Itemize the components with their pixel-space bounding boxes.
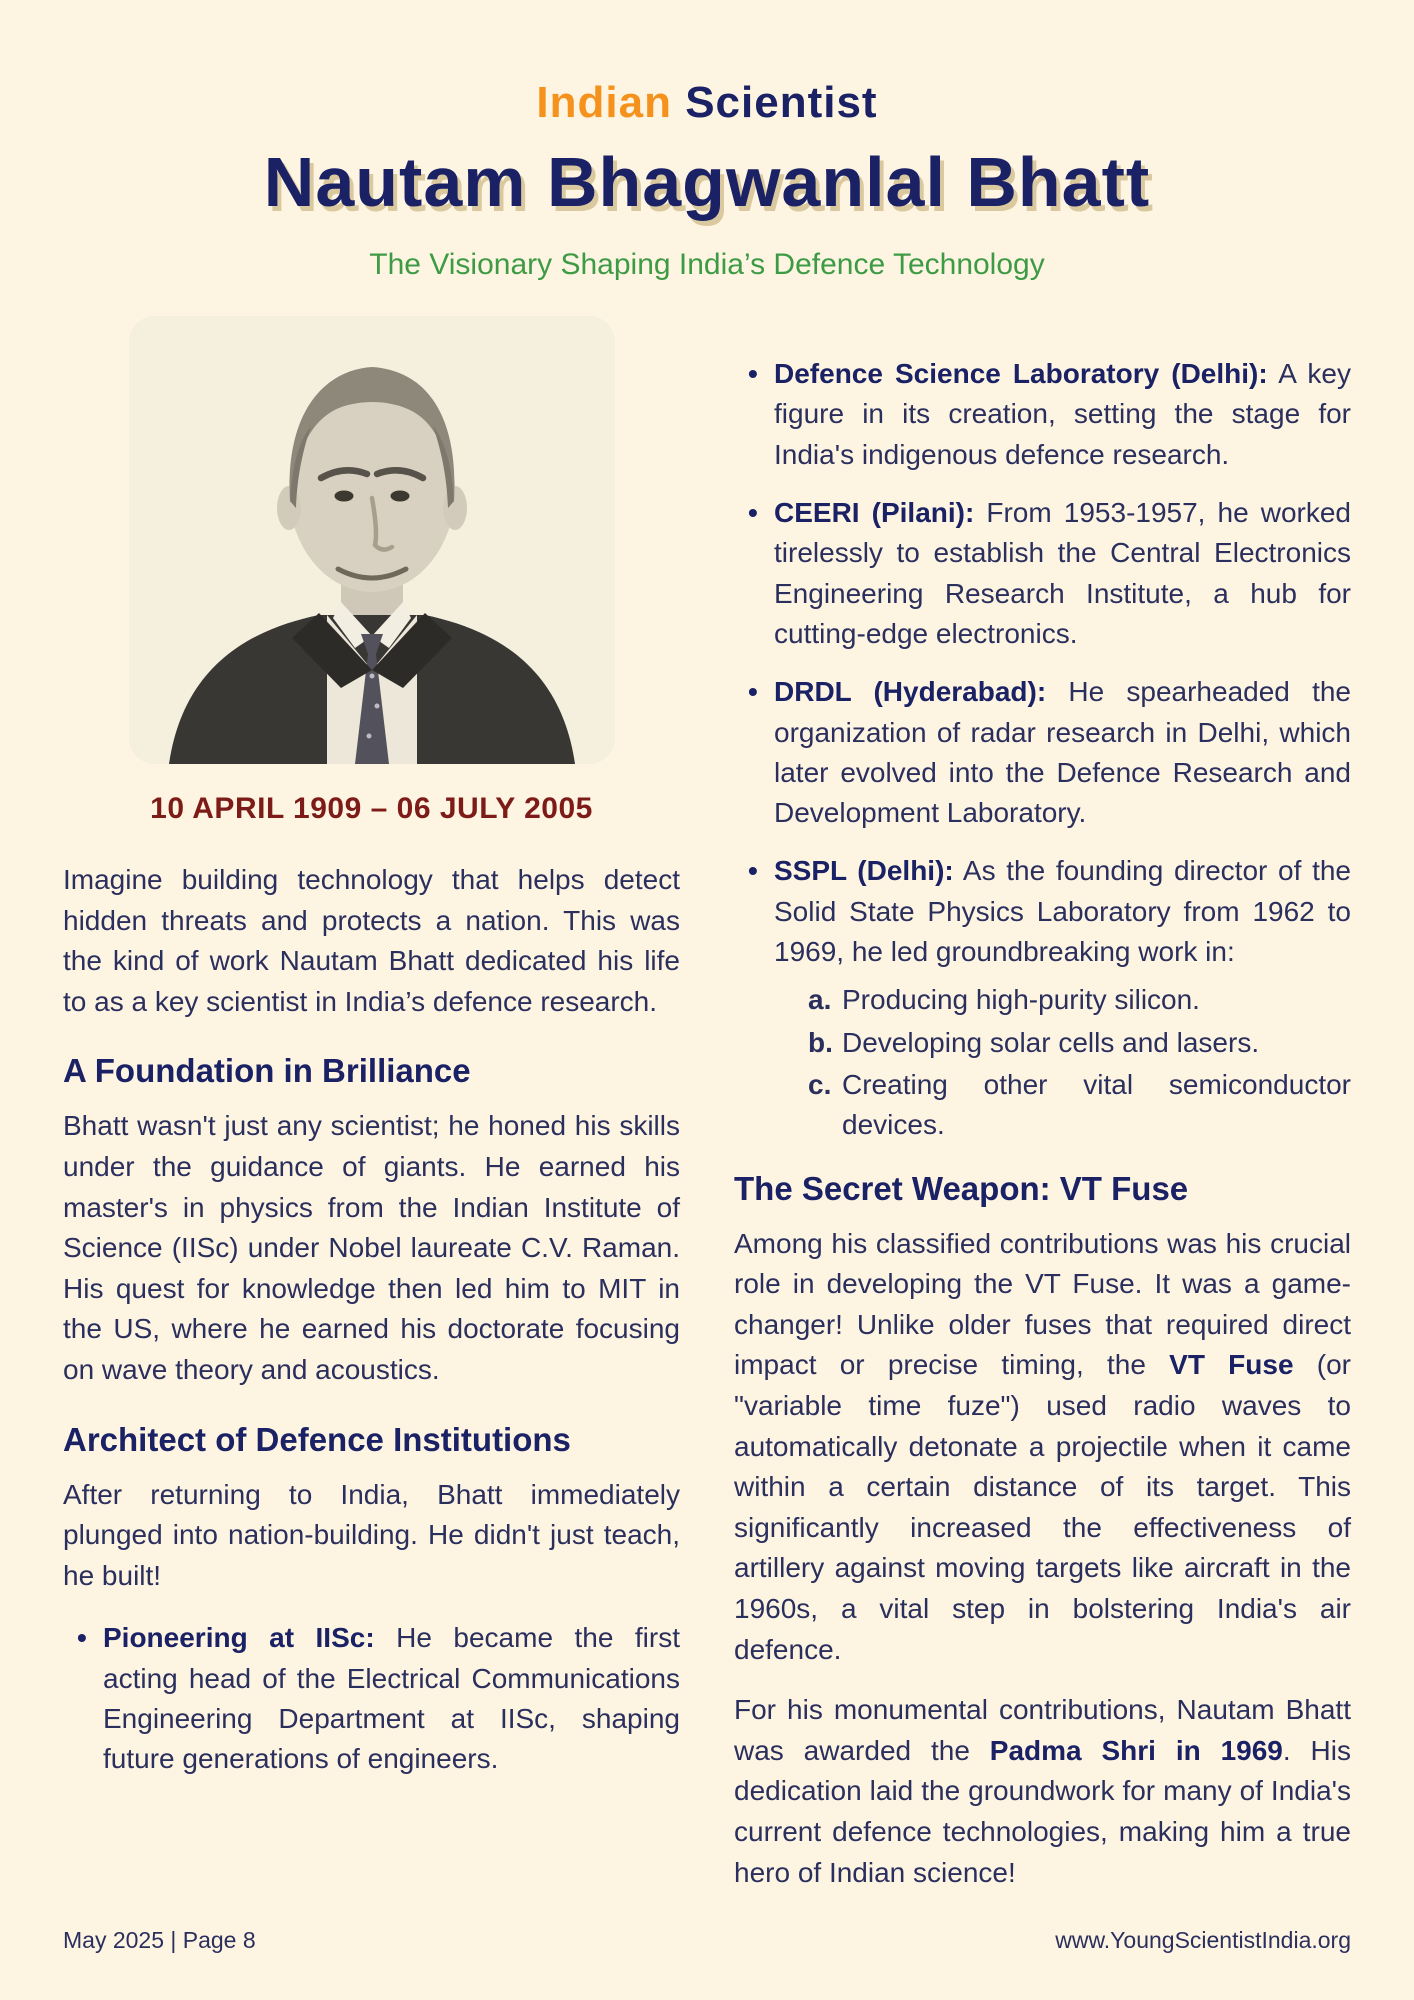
sspl-work-item-silicon: Producing high-purity silicon. <box>842 984 1200 1016</box>
section-heading-vt-fuse: The Secret Weapon: VT Fuse <box>734 1169 1189 1207</box>
kicker-word-indian: Indian <box>536 78 672 127</box>
portrait-illustration <box>129 316 615 764</box>
sspl-work-item-solar-lasers: Developing solar cells and lasers. <box>842 1026 1260 1058</box>
life-dates: 10 APRIL 1909 – 06 JULY 2005 <box>150 792 593 825</box>
bullet-defence-science-laboratory <box>734 354 1351 475</box>
page-footer <box>63 1927 1351 1954</box>
page-title: Nautam Bhagwanlal Bhatt <box>263 143 1151 221</box>
bullet-lead: Pioneering at IISc: <box>103 1622 375 1654</box>
bullet-lead: SSPL (Delhi): <box>774 855 954 887</box>
award-bold: Padma Shri in 1969 <box>989 1734 1283 1766</box>
bullet-lead: Defence Science Laboratory (Delhi): <box>774 358 1268 389</box>
architect-bullet-list <box>63 1618 680 1779</box>
architect-paragraph: After returning to India, Bhatt immediately plunged into nation-building. He didn't just teach, he built! <box>63 1478 680 1591</box>
bullet-pioneering-iisc <box>63 1618 680 1779</box>
page-header <box>0 0 1414 282</box>
bullet-text: A key figure in its creation, setting the stage for India's indigenous defence research. <box>774 358 1351 470</box>
award-text: . His dedication laid the groundwork for many of India's current defence technologies, making him a true hero of Indian science! <box>734 1734 1351 1888</box>
bullet-text: From 1953-1957, he worked tirelessly to establish the Central Electronics Engineering Research Institute, a hub for cutting-edge electronics. <box>774 496 1352 649</box>
vt-fuse-text: (or "variable time fuze") used radio waves to automatically detonate a projectile when it came within a certain distance of its target. This significantly increased the effectiveness of artillery against moving targets like aircraft in the 1960s, a vital step in bolstering India's air defence. <box>734 1349 1351 1665</box>
section-heading-foundation: A Foundation in Brilliance <box>63 1052 471 1090</box>
foundation-paragraph: Bhatt wasn't just any scientist; he honed his skills under the guidance of giants. He earned his master's in physics from the Indian Institute of Science (IISc) under Nobel laureate C.V. Raman. His quest for knowledge then led him to MIT in the US, where he earned his doctorate focusing on wave theory and acoustics. <box>63 1110 680 1385</box>
bullet-sspl <box>734 851 1351 1145</box>
vt-fuse-paragraph <box>734 1224 1351 1671</box>
left-column <box>63 304 680 1780</box>
bullet-lead: CEERI (Pilani): <box>774 496 975 528</box>
sspl-work-item-semiconductor: Creating other vital semiconductor devices. <box>842 1069 1351 1141</box>
bullet-lead: DRDL (Hyderabad): <box>774 676 1047 708</box>
kicker-word-scientist: Scientist <box>671 78 878 127</box>
award-paragraph <box>734 1690 1351 1893</box>
institutions-bullet-list <box>734 354 1351 1146</box>
footer-issue-page: May 2025 | Page 8 <box>63 1927 256 1953</box>
series-kicker <box>0 78 1414 128</box>
section-heading-architect: Architect of Defence Institutions <box>63 1420 571 1458</box>
sspl-work-list <box>774 980 1351 1145</box>
portrait-photo <box>129 316 615 764</box>
vt-fuse-text: Among his classified contributions was his crucial role in developing the VT Fuse. It was a game-changer! Unlike older fuses that required direct impact or precise timing, the <box>734 1227 1351 1381</box>
bullet-text: He spearheaded the organization of radar research in Delhi, which later evolved into the Defence Research and Development Laboratory. <box>774 676 1352 829</box>
bullet-drdl <box>734 672 1351 833</box>
vt-fuse-bold: VT Fuse <box>1169 1349 1294 1381</box>
page-subtitle: The Visionary Shaping India’s Defence Technology <box>369 248 1045 281</box>
bullet-text: He became the first acting head of the Electrical Communications Engineering Department at IISc, shaping future generations of engineers. <box>103 1622 680 1775</box>
right-column <box>734 340 1351 1893</box>
bullet-ceeri <box>734 493 1351 654</box>
footer-website-link[interactable]: www.YoungScientistIndia.org <box>1055 1927 1351 1953</box>
content-columns <box>0 304 1414 1893</box>
intro-paragraph: Imagine building technology that helps detect hidden threats and protects a nation. This was the kind of work Nautam Bhatt dedicated his life to as a key scientist in India’s defence research. <box>63 864 680 1017</box>
bullet-text: As the founding director of the Solid State Physics Laboratory from 1962 to 1969, he led groundbreaking work in: <box>774 855 1351 968</box>
award-text: For his monumental contributions, Nautam Bhatt was awarded the <box>734 1694 1351 1766</box>
